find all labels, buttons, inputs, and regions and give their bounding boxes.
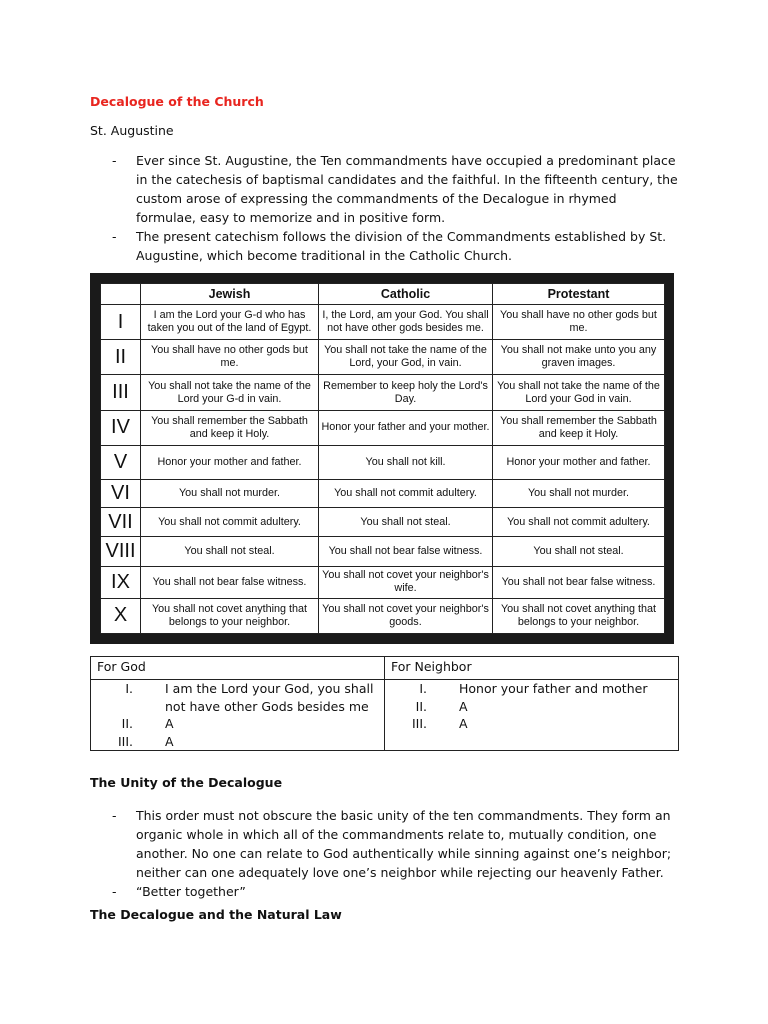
commandments-table-frame <box>90 273 674 644</box>
protestant-cell: You shall not bear false witness. <box>493 566 665 598</box>
protestant-cell: Honor your mother and father. <box>493 445 665 479</box>
list-item: - The present catechism follows the division of the Commandments established by St. Augustine, which become traditional in the Catholic Church. <box>112 229 667 263</box>
table-row <box>101 340 665 375</box>
subheading: St. Augustine <box>90 123 174 138</box>
protestant-cell: You shall not commit adultery. <box>493 508 665 537</box>
protestant-cell: You shall not murder. <box>493 480 665 508</box>
protestant-cell: You shall not steal. <box>493 537 665 566</box>
catholic-cell: Remember to keep holy the Lord's Day. <box>319 375 493 410</box>
catholic-cell: I, the Lord, am your God. You shall not have other gods besides me. <box>319 305 493 340</box>
jewish-cell: You shall have no other gods but me. <box>141 340 319 375</box>
list-item: - “Better together” <box>112 884 246 899</box>
for-god-header: For God <box>91 657 385 680</box>
table-row <box>101 566 665 598</box>
catholic-cell: You shall not bear false witness. <box>319 537 493 566</box>
table-row <box>101 445 665 479</box>
for-neighbor-list <box>385 680 679 751</box>
list-item: III. A <box>411 716 468 731</box>
catholic-cell: You shall not commit adultery. <box>319 480 493 508</box>
list-item: III. A <box>117 733 174 749</box>
table-row <box>101 480 665 508</box>
commandment-number: VI <box>101 480 141 508</box>
header-cell: Protestant <box>493 284 665 305</box>
jewish-cell: You shall not take the name of the Lord your G-d in vain. <box>141 375 319 410</box>
catholic-cell: You shall not take the name of the Lord, your God, in vain. <box>319 340 493 375</box>
list-item: I. Honor your father and mother <box>419 681 648 696</box>
protestant-cell: You shall not make unto you any graven images. <box>493 340 665 375</box>
jewish-cell: You shall not bear false witness. <box>141 566 319 598</box>
list-item: - This order must not obscure the basic unity of the ten commandments. They form an organic whole in which all of the commandments relate to, mutually condition, one another. No one can relate to God authentically while sinning against one’s neighbor; neither can one adequately love one’s neighbor while rejecting our heavenly Father. <box>112 808 672 880</box>
commandment-number: V <box>101 445 141 479</box>
catholic-cell: Honor your father and your mother. <box>319 410 493 445</box>
protestant-cell: You shall have no other gods but me. <box>493 305 665 340</box>
commandment-number: III <box>101 375 141 410</box>
list-item: I. I am the Lord your God, you shall not have other Gods besides me <box>125 681 374 714</box>
list-item: - Ever since St. Augustine, the Ten commandments have occupied a predominant place in the catechesis of baptismal candidates and the faithful. In the fifteenth century, the custom arose of expressing the commandments of the Decalogue in rhymed formulae, easy to memorize and in positive form. <box>112 153 678 225</box>
for-neighbor-header: For Neighbor <box>385 657 679 680</box>
document-title: Decalogue of the Church <box>90 94 264 109</box>
table-row <box>101 508 665 537</box>
commandment-number: X <box>101 598 141 633</box>
protestant-cell: You shall not take the name of the Lord your God in vain. <box>493 375 665 410</box>
jewish-cell: You shall not commit adultery. <box>141 508 319 537</box>
god-neighbor-table <box>90 656 679 751</box>
list-item: II. A <box>121 716 174 731</box>
table-row <box>101 305 665 340</box>
bullet-list-intro <box>90 151 680 265</box>
commandment-number: IV <box>101 410 141 445</box>
bullet-list-unity <box>90 806 680 901</box>
commandment-number: VIII <box>101 537 141 566</box>
table-row <box>101 598 665 633</box>
jewish-cell: You shall remember the Sabbath and keep it Holy. <box>141 410 319 445</box>
list-item: II. A <box>415 698 468 714</box>
commandment-number: IX <box>101 566 141 598</box>
jewish-cell: Honor your mother and father. <box>141 445 319 479</box>
header-cell: Catholic <box>319 284 493 305</box>
catholic-cell: You shall not covet your neighbor's goods. <box>319 598 493 633</box>
protestant-cell: You shall not covet anything that belongs to your neighbor. <box>493 598 665 633</box>
jewish-cell: I am the Lord your G-d who has taken you out of the land of Egypt. <box>141 305 319 340</box>
table-row <box>101 537 665 566</box>
commandment-number: I <box>101 305 141 340</box>
commandment-number: VII <box>101 508 141 537</box>
header-cell <box>101 284 141 305</box>
for-god-list <box>91 680 385 751</box>
table-row <box>101 375 665 410</box>
header-cell: Jewish <box>141 284 319 305</box>
jewish-cell: You shall not murder. <box>141 480 319 508</box>
table-row <box>101 410 665 445</box>
commandment-number: II <box>101 340 141 375</box>
jewish-cell: You shall not steal. <box>141 537 319 566</box>
protestant-cell: You shall remember the Sabbath and keep it Holy. <box>493 410 665 445</box>
jewish-cell: You shall not covet anything that belongs to your neighbor. <box>141 598 319 633</box>
commandments-table <box>100 283 665 634</box>
table-header-row <box>101 284 665 305</box>
catholic-cell: You shall not covet your neighbor's wife. <box>319 566 493 598</box>
natural-law-heading: The Decalogue and the Natural Law <box>90 907 342 922</box>
unity-heading: The Unity of the Decalogue <box>90 775 283 790</box>
catholic-cell: You shall not kill. <box>319 445 493 479</box>
catholic-cell: You shall not steal. <box>319 508 493 537</box>
